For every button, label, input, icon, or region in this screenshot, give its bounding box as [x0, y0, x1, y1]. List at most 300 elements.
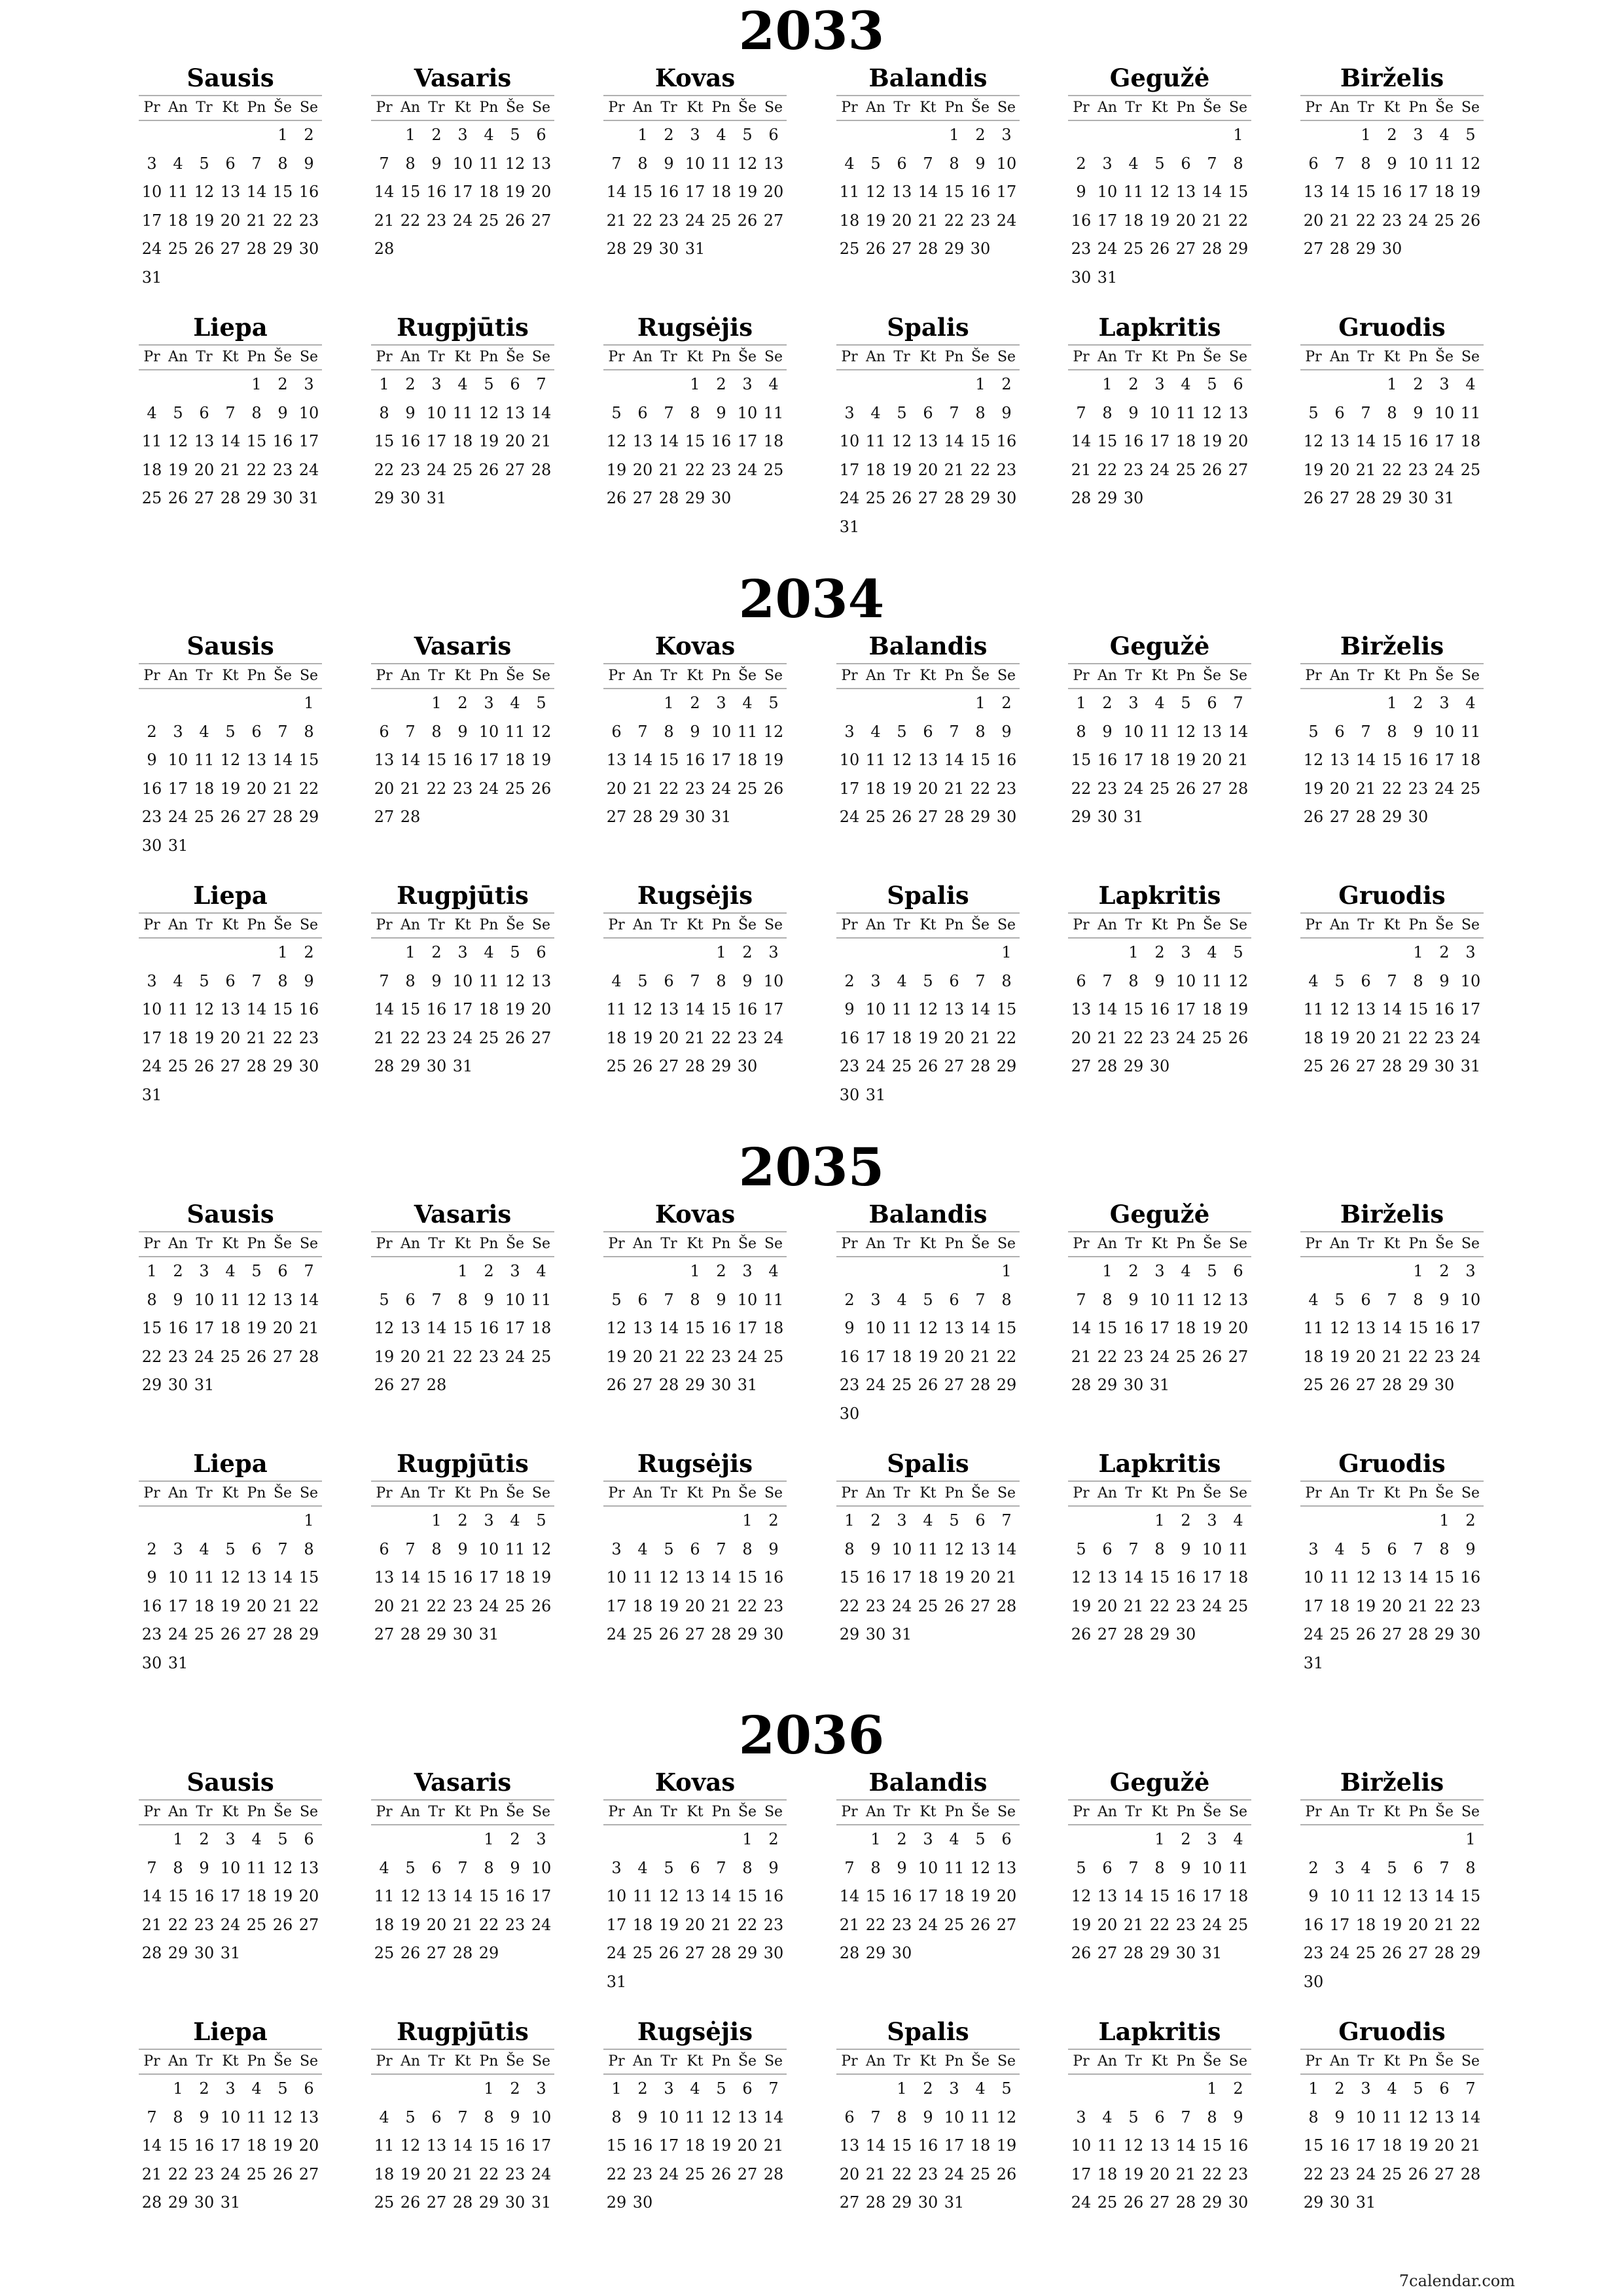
weekday-header — [836, 663, 1020, 689]
weekday-label: Še — [505, 1804, 525, 1820]
day-cell: 28 — [246, 240, 267, 258]
weekday-label: An — [1097, 349, 1118, 365]
day-cell: 22 — [1355, 211, 1376, 230]
day-cell: 4 — [173, 971, 183, 990]
weekday-label: Tr — [428, 1485, 445, 1501]
day-cell: 10 — [839, 432, 860, 450]
day-cell: 9 — [1001, 722, 1012, 741]
day-cell: 11 — [374, 1887, 395, 1905]
day-cell: 2 — [1439, 943, 1450, 961]
day-cell: 28 — [374, 240, 395, 258]
day-cell: 2 — [1413, 375, 1423, 393]
day-cell: 29 — [632, 240, 653, 258]
day-cell: 17 — [1149, 432, 1170, 450]
weekday-label: Tr — [893, 1485, 910, 1501]
day-cell: 16 — [168, 1319, 188, 1337]
day-cell: 17 — [1408, 183, 1429, 201]
day-cell: 1 — [1413, 1262, 1423, 1280]
day-cell: 1 — [1102, 375, 1113, 393]
day-cell: 8 — [870, 1858, 881, 1877]
day-cell: 14 — [426, 1319, 447, 1337]
day-cell: 23 — [1303, 1944, 1324, 1962]
month-name: Sausis — [187, 632, 274, 660]
day-cell: 1 — [1001, 943, 1012, 961]
day-cell: 8 — [975, 722, 986, 741]
day-cell: 21 — [711, 1915, 732, 1934]
day-cell: 5 — [611, 1290, 622, 1309]
weekday-label: Pn — [944, 2053, 964, 2070]
day-cell: 13 — [737, 2108, 758, 2126]
day-cell: 6 — [431, 1858, 442, 1877]
weekday-label: An — [168, 917, 188, 933]
day-cell: 16 — [839, 1347, 860, 1366]
day-cell: 22 — [400, 211, 421, 230]
day-cell: 19 — [763, 751, 784, 769]
day-cell: 30 — [865, 1625, 886, 1643]
day-cell: 27 — [220, 1057, 241, 1075]
day-cell: 15 — [246, 432, 267, 450]
month-name: Rugsėjis — [637, 881, 753, 910]
day-cell: 14 — [374, 183, 395, 201]
day-cell: 12 — [246, 1290, 267, 1309]
day-cell: 13 — [918, 751, 938, 769]
day-cell: 16 — [1123, 1319, 1144, 1337]
day-cell: 16 — [298, 1000, 319, 1018]
day-cell: 25 — [1382, 2164, 1402, 2183]
weekday-label: Tr — [196, 668, 213, 684]
day-cell: 20 — [298, 2136, 319, 2155]
day-cell: 29 — [1408, 1057, 1429, 1075]
day-cell: 29 — [970, 808, 991, 826]
day-cell: 26 — [194, 1057, 215, 1075]
day-cell: 14 — [220, 432, 241, 450]
month-block — [1300, 63, 1484, 319]
day-cell: 8 — [1465, 1858, 1476, 1877]
day-cell: 15 — [891, 2136, 912, 2155]
day-cell: 10 — [168, 1568, 188, 1587]
day-cell: 21 — [970, 1028, 991, 1047]
day-cell: 27 — [246, 1625, 267, 1643]
day-cell: 13 — [1202, 722, 1222, 741]
day-cell: 31 — [478, 1625, 499, 1643]
day-cell: 14 — [970, 1319, 991, 1337]
month-name: Lapkritis — [1098, 881, 1221, 910]
day-cell: 10 — [737, 403, 758, 422]
day-cell: 9 — [405, 403, 416, 422]
weekday-label: Pr — [841, 1485, 858, 1501]
day-cell: 28 — [1071, 489, 1092, 507]
day-cell: 17 — [1303, 1596, 1324, 1615]
month-block — [603, 1449, 787, 1704]
day-cell: 21 — [400, 1596, 421, 1615]
day-cell: 10 — [918, 1858, 938, 1877]
day-cell: 17 — [1355, 2136, 1376, 2155]
day-cell: 31 — [1202, 1944, 1222, 1962]
weekday-label: Se — [299, 668, 319, 684]
day-cell: 12 — [737, 154, 758, 173]
weekday-header — [1300, 912, 1484, 939]
weekday-label: Kt — [454, 668, 471, 684]
day-cell: 15 — [711, 1000, 732, 1018]
day-cell: 10 — [220, 2108, 241, 2126]
day-cell: 21 — [944, 460, 965, 479]
day-cell: 14 — [711, 1568, 732, 1587]
day-cell: 6 — [304, 2079, 314, 2098]
day-cell: 25 — [1460, 779, 1481, 798]
day-cell: 20 — [1303, 211, 1324, 230]
weekday-label: Tr — [1125, 668, 1142, 684]
day-cell: 4 — [949, 1830, 959, 1848]
day-cell: 30 — [1123, 489, 1144, 507]
weekday-label: Tr — [1125, 917, 1142, 933]
weekday-label: An — [168, 349, 188, 365]
weekday-label: Kt — [687, 349, 704, 365]
day-cell: 30 — [168, 1376, 188, 1394]
day-cell: 21 — [1460, 2136, 1481, 2155]
day-cell: 7 — [277, 1539, 288, 1558]
day-cell: 31 — [1460, 1057, 1481, 1075]
day-cell: 31 — [1303, 1653, 1324, 1672]
day-cell: 16 — [272, 432, 293, 450]
day-cell: 21 — [1382, 1028, 1402, 1047]
day-cell: 22 — [298, 1596, 319, 1615]
day-cell: 14 — [711, 1887, 732, 1905]
day-cell: 22 — [1123, 1028, 1144, 1047]
day-cell: 26 — [1202, 460, 1222, 479]
day-cell: 21 — [1228, 751, 1249, 769]
day-cell: 19 — [658, 1915, 679, 1934]
day-cell: 9 — [1233, 2108, 1243, 2126]
day-cell: 6 — [1439, 2079, 1450, 2098]
day-cell: 3 — [1308, 1539, 1319, 1558]
day-cell: 1 — [949, 126, 959, 144]
day-cell: 15 — [970, 432, 991, 450]
month-name: Liepa — [193, 2017, 268, 2046]
weekday-label: Pn — [479, 668, 499, 684]
day-cell: 20 — [632, 460, 653, 479]
day-cell: 15 — [298, 751, 319, 769]
day-cell: 17 — [298, 432, 319, 450]
day-cell: 22 — [168, 1915, 188, 1934]
day-cell: 15 — [400, 183, 421, 201]
day-cell: 10 — [298, 403, 319, 422]
day-cell: 14 — [1408, 1568, 1429, 1587]
day-cell: 30 — [1434, 1057, 1455, 1075]
weekday-label: Pr — [608, 1485, 625, 1501]
weekday-label: Še — [505, 99, 525, 116]
day-cell: 16 — [918, 2136, 938, 2155]
month-name: Rugpjūtis — [397, 313, 529, 342]
day-cell: 20 — [918, 460, 938, 479]
month-block — [371, 2017, 554, 2272]
day-cell: 13 — [1097, 1887, 1118, 1905]
day-cell: 21 — [1175, 2164, 1196, 2183]
day-cell: 22 — [970, 460, 991, 479]
day-cell: 14 — [658, 432, 679, 450]
day-cell: 22 — [1202, 2164, 1222, 2183]
day-cell: 31 — [685, 240, 705, 258]
day-cell: 11 — [865, 751, 886, 769]
day-cell: 11 — [220, 1290, 241, 1309]
weekday-label: Tr — [428, 99, 445, 116]
day-cell: 7 — [147, 2108, 157, 2126]
day-cell: 30 — [891, 1944, 912, 1962]
day-cell: 13 — [685, 1887, 705, 1905]
day-cell: 30 — [141, 836, 162, 855]
day-cell: 12 — [194, 183, 215, 201]
day-cell: 30 — [141, 1653, 162, 1672]
day-cell: 28 — [1408, 1625, 1429, 1643]
day-cell: 24 — [606, 1944, 627, 1962]
day-cell: 17 — [220, 1887, 241, 1905]
day-cell: 2 — [405, 375, 416, 393]
month-block — [603, 881, 787, 1136]
month-block — [1068, 1200, 1251, 1455]
day-cell: 16 — [970, 183, 991, 201]
weekday-label: Tr — [1357, 1485, 1374, 1501]
day-cell: 21 — [272, 779, 293, 798]
day-cell: 19 — [891, 460, 912, 479]
day-cell: 30 — [1460, 1625, 1481, 1643]
day-cell: 11 — [1329, 1568, 1350, 1587]
day-cell: 23 — [1149, 1028, 1170, 1047]
day-cell: 16 — [400, 432, 421, 450]
day-cell: 17 — [737, 1319, 758, 1337]
day-cell: 4 — [1181, 375, 1191, 393]
day-cell: 7 — [1076, 403, 1086, 422]
weekday-label: Se — [1461, 1804, 1480, 1820]
weekday-label: Še — [505, 917, 525, 933]
month-block — [1300, 632, 1484, 887]
weekday-label: Kt — [222, 668, 239, 684]
weekday-label: Pn — [247, 99, 266, 116]
day-cell: 27 — [632, 489, 653, 507]
day-cell: 9 — [147, 751, 157, 769]
day-cell: 12 — [374, 1319, 395, 1337]
day-cell: 25 — [505, 1596, 526, 1615]
day-cell: 3 — [923, 1830, 933, 1848]
weekday-label: Pn — [944, 99, 964, 116]
day-cell: 4 — [1181, 1262, 1191, 1280]
day-cell: 26 — [918, 1057, 938, 1075]
day-cell: 25 — [374, 1944, 395, 1962]
day-cell: 8 — [949, 154, 959, 173]
day-cell: 10 — [865, 1000, 886, 1018]
weekday-header — [1068, 912, 1251, 939]
weekday-label: Kt — [1151, 1804, 1168, 1820]
day-cell: 30 — [632, 2193, 653, 2212]
weekday-label: Pr — [1073, 917, 1090, 933]
day-cell: 31 — [865, 1085, 886, 1104]
day-cell: 6 — [1334, 722, 1345, 741]
day-cell: 11 — [763, 403, 784, 422]
day-cell: 17 — [944, 2136, 965, 2155]
day-cell: 29 — [1382, 808, 1402, 826]
day-cell: 13 — [1408, 1887, 1429, 1905]
day-cell: 13 — [1175, 183, 1196, 201]
day-cell: 5 — [1207, 375, 1217, 393]
day-cell: 1 — [1387, 375, 1397, 393]
month-name: Spalis — [887, 2017, 969, 2046]
day-cell: 1 — [742, 1511, 753, 1530]
day-cell: 26 — [1355, 1625, 1376, 1643]
month-name: Gruodis — [1338, 313, 1446, 342]
day-cell: 28 — [1071, 1376, 1092, 1394]
weekday-label: Se — [1461, 1236, 1480, 1252]
weekday-label: Pr — [376, 349, 393, 365]
weekday-label: Kt — [687, 1804, 704, 1820]
day-cell: 22 — [1382, 779, 1402, 798]
day-cell: 15 — [1303, 2136, 1324, 2155]
day-cell: 7 — [457, 1858, 468, 1877]
day-cell: 3 — [536, 1830, 546, 1848]
day-cell: 14 — [1460, 2108, 1481, 2126]
day-cell: 29 — [685, 1376, 705, 1394]
day-cell: 24 — [141, 240, 162, 258]
day-cell: 11 — [1303, 1319, 1324, 1337]
day-cell: 11 — [246, 1858, 267, 1877]
day-cell: 2 — [923, 2079, 933, 2098]
day-cell: 9 — [1001, 403, 1012, 422]
weekday-label: Tr — [428, 917, 445, 933]
month-name: Gruodis — [1338, 881, 1446, 910]
day-cell: 16 — [1408, 751, 1429, 769]
day-cell: 20 — [1175, 211, 1196, 230]
weekday-label: Se — [1228, 349, 1248, 365]
day-cell: 25 — [918, 1596, 938, 1615]
weekday-header — [139, 95, 322, 121]
day-cell: 28 — [400, 1625, 421, 1643]
day-cell: 24 — [1460, 1347, 1481, 1366]
day-cell: 12 — [1202, 403, 1222, 422]
day-cell: 14 — [452, 2136, 473, 2155]
weekday-label: Pn — [479, 1236, 499, 1252]
day-cell: 19 — [505, 183, 526, 201]
day-cell: 22 — [658, 779, 679, 798]
day-cell: 5 — [716, 2079, 726, 2098]
day-cell: 18 — [505, 1568, 526, 1587]
day-cell: 30 — [970, 240, 991, 258]
day-cell: 21 — [374, 211, 395, 230]
weekday-label: Kt — [1151, 917, 1168, 933]
weekday-label: Še — [273, 668, 293, 684]
day-cell: 17 — [737, 432, 758, 450]
day-cell: 5 — [405, 1858, 416, 1877]
day-cell: 12 — [220, 1568, 241, 1587]
day-cell: 18 — [452, 432, 473, 450]
weekday-label: Pr — [841, 668, 858, 684]
day-cell: 14 — [141, 2136, 162, 2155]
day-cell: 13 — [298, 2108, 319, 2126]
day-cell: 17 — [1202, 1568, 1222, 1587]
day-cell: 18 — [478, 183, 499, 201]
day-cell: 2 — [1413, 694, 1423, 712]
day-cell: 19 — [478, 432, 499, 450]
day-cell: 22 — [246, 460, 267, 479]
weekday-label: Tr — [196, 1236, 213, 1252]
day-cell: 12 — [996, 2108, 1017, 2126]
day-cell: 23 — [711, 460, 732, 479]
day-cell: 12 — [168, 432, 188, 450]
day-cell: 20 — [1228, 1319, 1249, 1337]
day-cell: 25 — [168, 240, 188, 258]
day-cell: 3 — [431, 375, 442, 393]
day-cell: 21 — [141, 1915, 162, 1934]
day-cell: 9 — [975, 154, 986, 173]
day-cell: 27 — [1382, 1625, 1402, 1643]
day-cell: 16 — [1460, 1568, 1481, 1587]
day-cell: 6 — [1233, 1262, 1243, 1280]
weekday-label: Pn — [1176, 2053, 1196, 2070]
weekday-label: Se — [531, 1804, 551, 1820]
day-cell: 5 — [611, 403, 622, 422]
day-cell: 6 — [1154, 2108, 1165, 2126]
day-cell: 2 — [484, 1262, 494, 1280]
weekday-label: Pn — [711, 1236, 731, 1252]
day-cell: 8 — [1076, 722, 1086, 741]
day-cell: 22 — [141, 1347, 162, 1366]
weekday-label: Pn — [1408, 917, 1428, 933]
day-cell: 2 — [768, 1511, 779, 1530]
day-cell: 23 — [298, 211, 319, 230]
day-cell: 6 — [199, 403, 209, 422]
day-cell: 16 — [1434, 1000, 1455, 1018]
day-cell: 24 — [606, 1625, 627, 1643]
day-cell: 14 — [298, 1290, 319, 1309]
day-cell: 15 — [1097, 1319, 1118, 1337]
weekday-label: Se — [1228, 668, 1248, 684]
day-cell: 8 — [1207, 2108, 1217, 2126]
weekday-label: Kt — [919, 2053, 936, 2070]
day-cell: 30 — [763, 1944, 784, 1962]
day-cell: 9 — [510, 2108, 520, 2126]
weekday-header — [1300, 1799, 1484, 1825]
month-name: Rugsėjis — [637, 313, 753, 342]
day-cell: 19 — [1202, 432, 1222, 450]
weekday-label: Še — [1435, 1236, 1454, 1252]
day-cell: 7 — [277, 722, 288, 741]
day-cell: 11 — [1149, 722, 1170, 741]
day-cell: 19 — [970, 1887, 991, 1905]
day-cell: 28 — [996, 1596, 1017, 1615]
day-cell: 7 — [975, 971, 986, 990]
weekday-label: An — [1329, 2053, 1350, 2070]
day-cell: 11 — [1097, 2136, 1118, 2155]
day-cell: 25 — [891, 1057, 912, 1075]
day-cell: 16 — [632, 2136, 653, 2155]
day-cell: 12 — [1123, 2136, 1144, 2155]
weekday-label: An — [865, 917, 886, 933]
day-cell: 9 — [1413, 722, 1423, 741]
day-cell: 3 — [1154, 1262, 1165, 1280]
day-cell: 2 — [147, 1539, 157, 1558]
weekday-header — [1068, 1799, 1251, 1825]
weekday-label: Se — [764, 668, 783, 684]
day-cell: 9 — [1439, 971, 1450, 990]
day-cell: 1 — [716, 943, 726, 961]
day-cell: 13 — [918, 432, 938, 450]
day-cell: 11 — [246, 2108, 267, 2126]
day-cell: 6 — [637, 1290, 648, 1309]
day-cell: 2 — [690, 694, 700, 712]
weekday-label: Pr — [376, 1236, 393, 1252]
day-cell: 27 — [763, 211, 784, 230]
day-cell: 27 — [891, 240, 912, 258]
weekday-label: Pn — [247, 1485, 266, 1501]
day-cell: 2 — [870, 1511, 881, 1530]
month-name: Kovas — [654, 63, 736, 92]
day-cell: 20 — [400, 1347, 421, 1366]
